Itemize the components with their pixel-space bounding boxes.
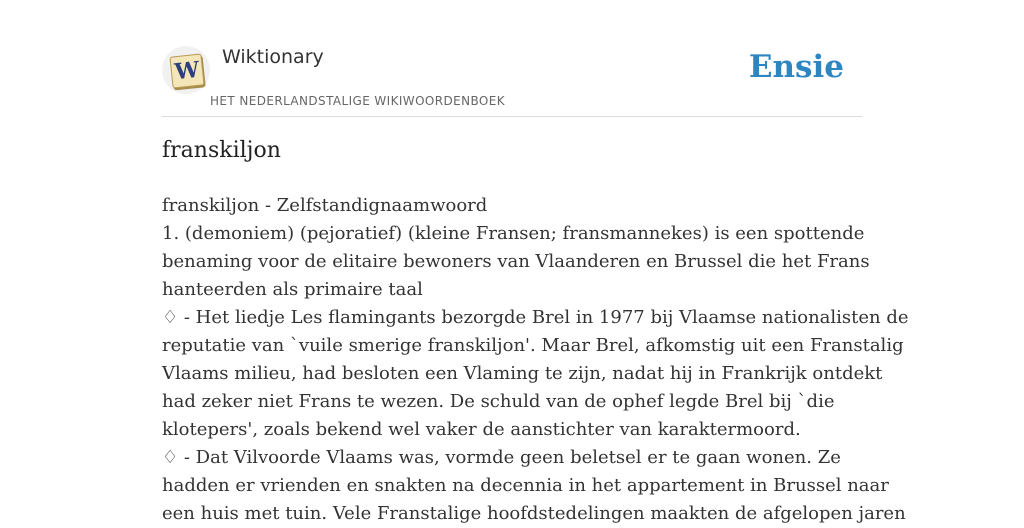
entry-definition <box>162 192 909 528</box>
wiktionary-logo-icon: W <box>169 53 204 88</box>
example-line: Vlaams milieu, had besloten een Vlaming te zijn, nadat hij in Frankrijk ontdekt <box>162 363 883 384</box>
page-title: franskiljon <box>162 138 281 163</box>
ensie-brand-link[interactable]: Ensie <box>748 49 844 85</box>
example-line: klotepers', zoals bekend wel vaker de aanstichter van karaktermoord. <box>162 419 801 440</box>
example-line: een huis met tuin. Vele Franstalige hoofdstedelingen maakten de afgelopen jaren <box>162 503 906 524</box>
definition-line: hanteerden als primaire taal <box>162 279 423 300</box>
word-class-line: franskiljon - Zelfstandignaamwoord <box>162 195 488 216</box>
site-name[interactable]: Wiktionary <box>222 46 324 68</box>
site-header <box>162 44 862 117</box>
wiktionary-logo[interactable] <box>162 46 210 94</box>
example-line: ♢ - Dat Vilvoorde Vlaams was, vormde geen beletsel er te gaan wonen. Ze <box>162 447 841 468</box>
site-tagline: HET NEDERLANDSTALIGE WIKIWOORDENBOEK <box>210 94 506 108</box>
definition-line: benaming voor de elitaire bewoners van Vlaanderen en Brussel die het Frans <box>162 251 870 272</box>
example-line: reputatie van `vuile smerige franskiljon'. Maar Brel, afkomstig uit een Franstalig <box>162 335 904 356</box>
example-line: had zeker niet Frans te wezen. De schuld van de ophef legde Brel bij `die <box>162 391 835 412</box>
definition-line: 1. (demoniem) (pejoratief) (kleine Fransen; fransmannekes) is een spottende <box>162 223 865 244</box>
example-line: hadden er vrienden en snakten na decennia in het appartement in Brussel naar <box>162 475 889 496</box>
example-line: ♢ - Het liedje Les flamingants bezorgde Brel in 1977 bij Vlaamse nationalisten de <box>162 307 909 328</box>
